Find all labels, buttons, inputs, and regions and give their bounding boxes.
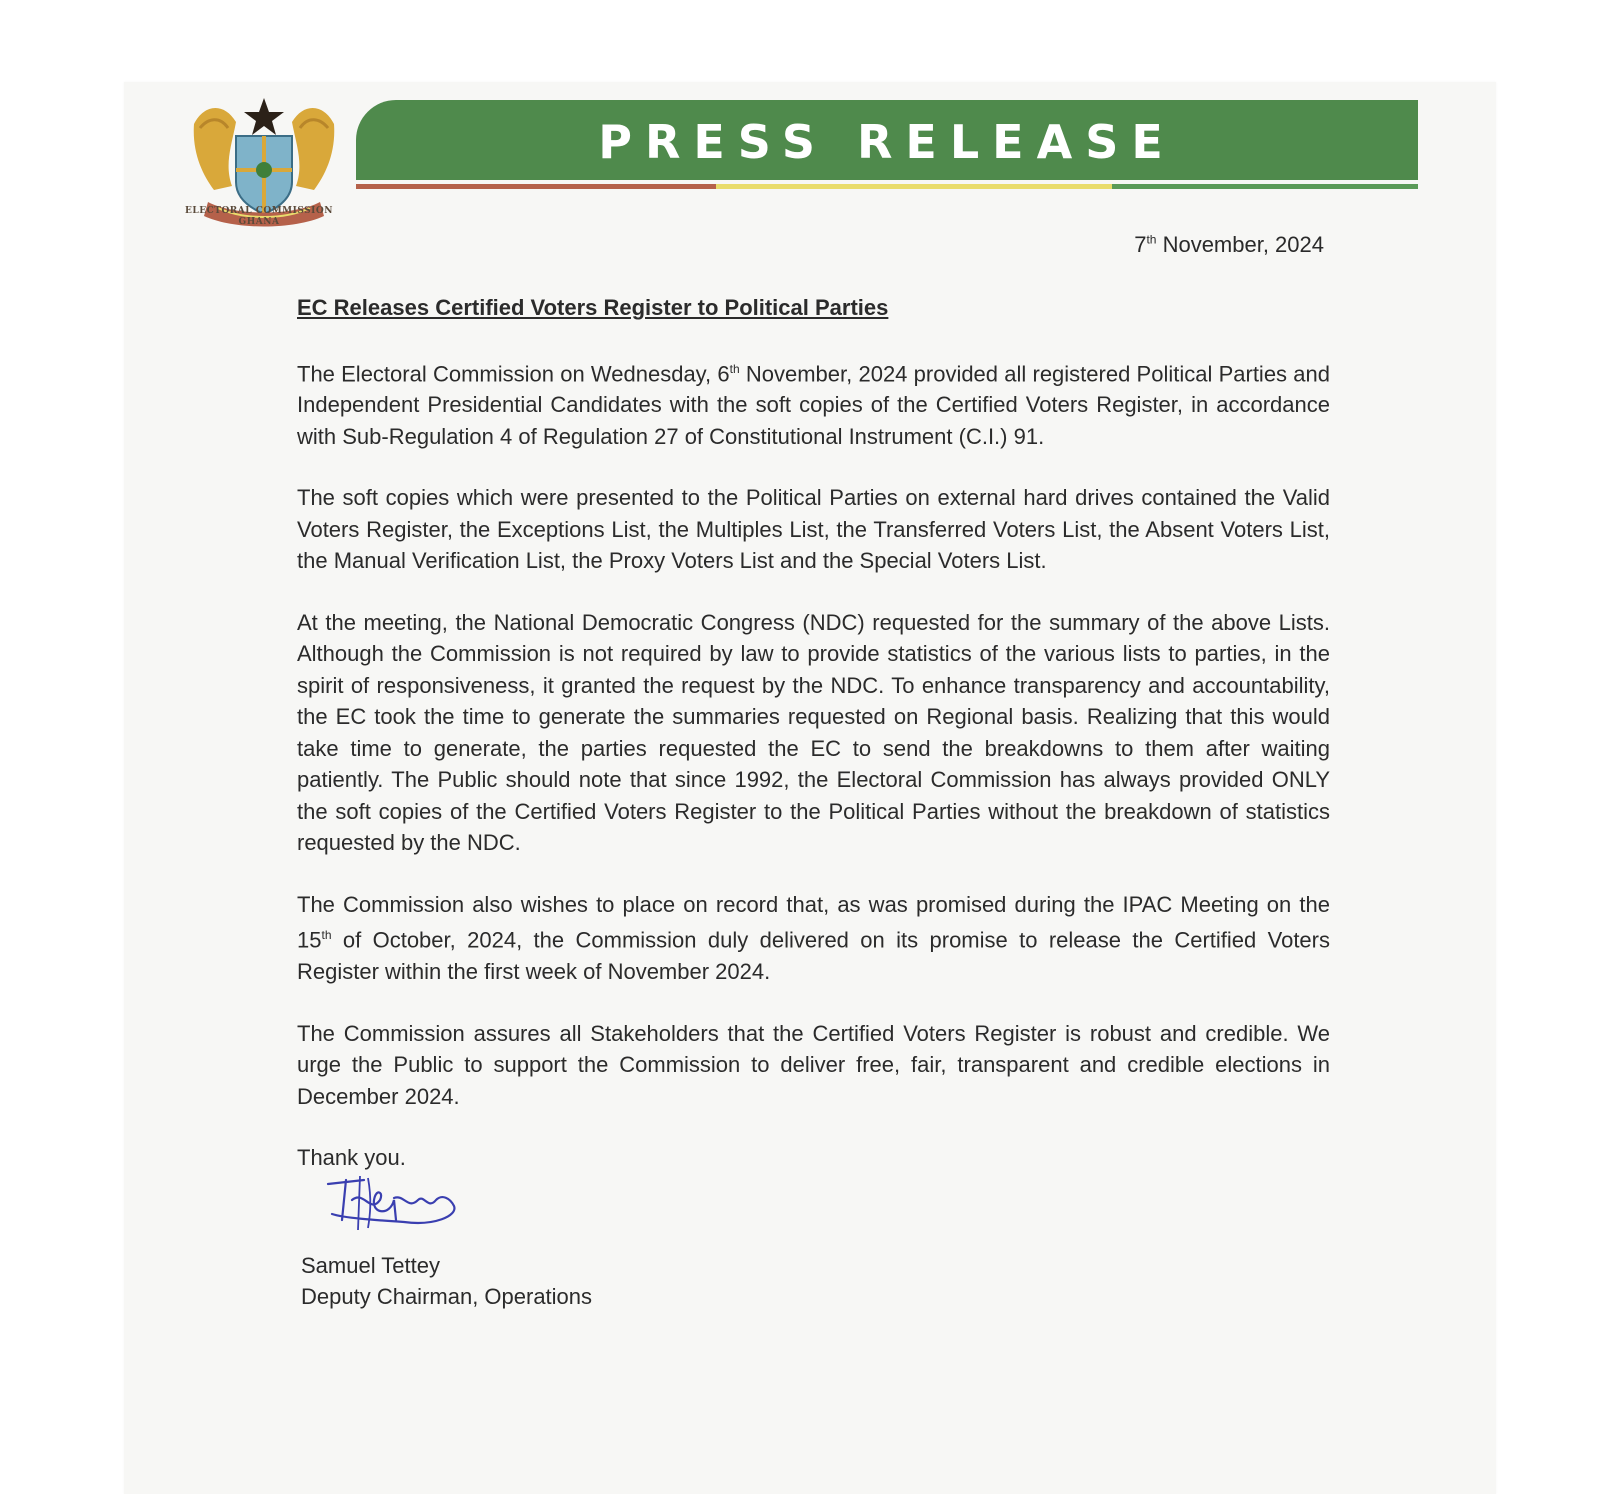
paragraph-1-text-b: November, 2024 provided all registered Political Parties and Independent Presidential Candidates with the soft copies of the Certified Voters Register, in accordance with Sub-Regulation 4 of Regulation 27 of Constitutional Instrument (C.I.) 91. xyxy=(297,360,1330,449)
crest-caption: ELECTORAL COMMISSION GHANA xyxy=(185,206,333,227)
signer-block xyxy=(301,1250,592,1312)
headline: EC Releases Certified Voters Register to Political Parties xyxy=(297,295,889,320)
stripe-green xyxy=(1112,184,1418,189)
stripe-red xyxy=(356,184,716,189)
closing-thanks: Thank you. xyxy=(297,1145,406,1171)
paragraph-2: The soft copies which were presented to the Political Parties on external hard drives contained the Valid Voters Register, the Exceptions List, the Multiples List, the Transferred Voters List, the Absent Voters List, the Manual Verification List, the Proxy Voters List and the Special Voters List. xyxy=(297,485,1330,574)
paragraph-4-sup: th xyxy=(321,928,332,943)
banner-title: PRESS RELEASE xyxy=(598,115,1176,169)
press-release-page xyxy=(124,82,1496,1494)
release-body xyxy=(297,292,1330,1174)
handwritten-signature xyxy=(324,1170,464,1240)
paragraph-4-text-a: The Commission also wishes to place on record that, as was promised during the IPAC Meeting on the 15 xyxy=(297,891,1330,953)
date-suffix: th xyxy=(1146,232,1157,247)
stripe-yellow xyxy=(716,184,1112,189)
paragraph-5: The Commission assures all Stakeholders that the Certified Voters Register is robust and credible. We urge the Public to support the Commission to deliver free, fair, transparent and credible elections in December 2024. xyxy=(297,1020,1330,1109)
paragraph-4-text-b: of October, 2024, the Commission duly delivered on its promise to release the Certified Voters Register within the first week of November 2024. xyxy=(297,927,1330,985)
paragraph-1-sup: th xyxy=(729,361,740,376)
release-date xyxy=(1024,232,1324,258)
date-day: 7 xyxy=(1134,232,1147,257)
paragraph-1 xyxy=(297,354,1330,453)
paragraph-4 xyxy=(297,889,1330,988)
signer-name: Samuel Tettey xyxy=(301,1253,441,1278)
date-rest: November, 2024 xyxy=(1156,232,1324,257)
paragraph-3: At the meeting, the National Democratic Congress (NDC) requested for the summary of the above Lists. Although the Commission is not required by law to provide statistics of the various lists to parties, in the spirit of responsiveness, it granted the request by the NDC. To enhance transparency and accountability, the EC took the time to generate the summaries requested on Regional basis. Realizing that this would take time to generate, the parties requested the EC to send the breakdowns to them after waiting patiently. The Public should note that since 1992, the Electoral Commission has always provided ONLY the soft copies of the Certified Voters Register to the Political Parties without the breakdown of statistics requested by the NDC. xyxy=(297,609,1330,856)
signer-title: Deputy Chairman, Operations xyxy=(301,1284,593,1309)
paragraph-1-text-a: The Electoral Commission on Wednesday, 6 xyxy=(297,360,730,386)
press-release-banner xyxy=(356,100,1418,180)
